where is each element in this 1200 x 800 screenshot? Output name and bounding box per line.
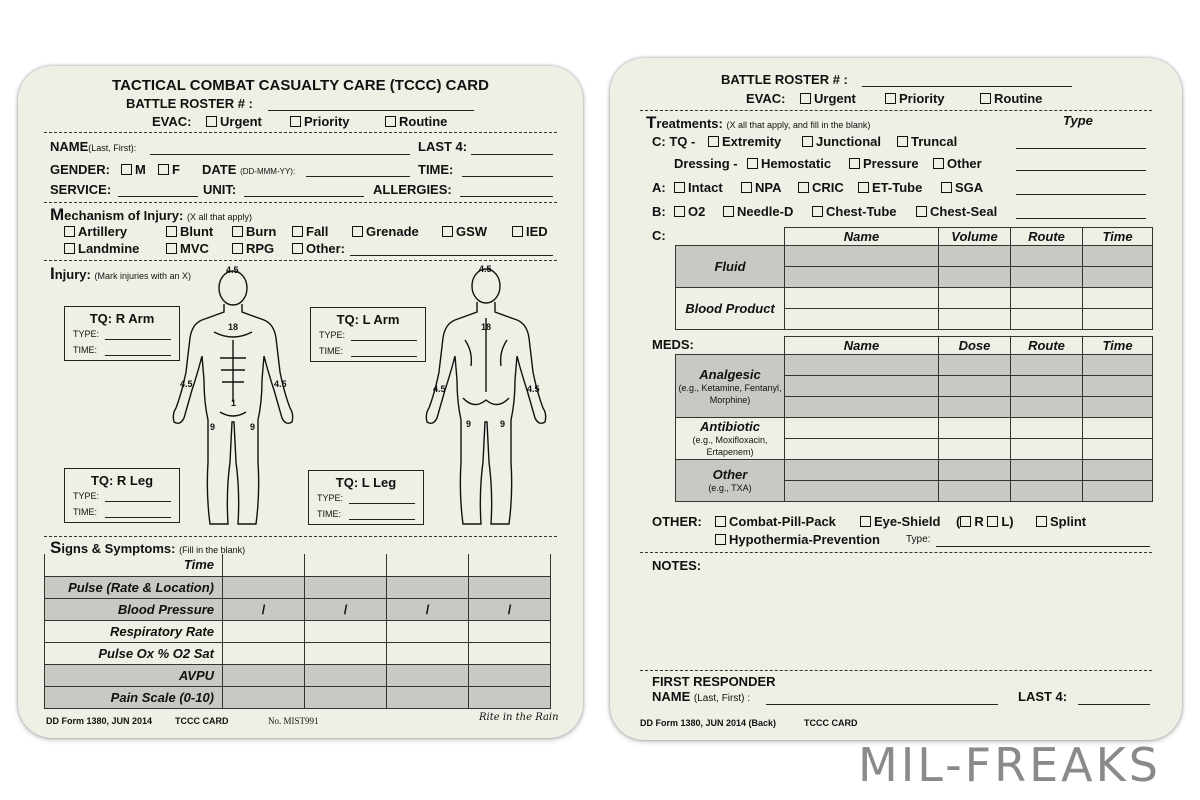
table-cell[interactable]: [1011, 288, 1083, 309]
tq-r-arm-box[interactable]: TQ: R Arm TYPE: TIME:: [64, 306, 180, 361]
signs-table: [44, 554, 551, 709]
table-cell[interactable]: [387, 620, 469, 642]
other-label: OTHER:: [652, 514, 702, 529]
column-header: Name: [785, 228, 939, 246]
a-et-tube-option[interactable]: ET-Tube: [858, 180, 922, 195]
body-front-diagram[interactable]: [158, 262, 308, 534]
table-cell[interactable]: [939, 246, 1011, 267]
antibiotic-group-label: Antibiotic (e.g., Moxifloxacin, Ertapenem): [676, 418, 785, 460]
column-header: Route: [1011, 228, 1083, 246]
table-cell[interactable]: [223, 664, 305, 686]
table-cell[interactable]: [1011, 246, 1083, 267]
table-cell[interactable]: [1011, 460, 1083, 481]
table-cell[interactable]: [939, 288, 1011, 309]
dressing-type-field[interactable]: [1016, 170, 1146, 171]
back-head-pct: 4.5: [479, 264, 492, 274]
table-cell[interactable]: [1011, 309, 1083, 330]
eye-side-options[interactable]: ( R L): [956, 514, 1014, 529]
table-cell[interactable]: [785, 418, 939, 439]
moi-artillery-option[interactable]: Artillery: [64, 224, 127, 239]
table-cell[interactable]: [1083, 439, 1153, 460]
table-cell[interactable]: [785, 376, 939, 397]
fr-name-label: NAME (Last, First) :: [652, 689, 751, 704]
table-row: [676, 418, 1153, 439]
notes-label: NOTES:: [652, 558, 702, 573]
table-cell[interactable]: [223, 686, 305, 708]
other-splint-option[interactable]: Splint: [1036, 514, 1086, 529]
fluid-table: [675, 227, 1153, 330]
date-field[interactable]: [306, 176, 410, 177]
tq-junctional-option[interactable]: Junctional: [802, 134, 881, 149]
unit-label: UNIT:: [203, 182, 237, 197]
fr-last4-field[interactable]: [1078, 704, 1150, 705]
dressing-label: Dressing -: [674, 156, 738, 171]
battle-roster-field[interactable]: [268, 110, 474, 111]
other-eye-shield-option[interactable]: Eye-Shield: [860, 514, 940, 529]
evac-label: EVAC:: [746, 91, 786, 106]
tq-l-arm-box[interactable]: TQ: L Arm TYPE: TIME:: [310, 307, 426, 362]
table-cell[interactable]: [1083, 288, 1153, 309]
evac-urgent-option[interactable]: Urgent: [800, 91, 856, 106]
tq-l-leg-box[interactable]: TQ: L Leg TYPE: TIME:: [308, 470, 424, 525]
table-row: [45, 664, 551, 686]
row-label: Pulse Ox % O2 Sat: [45, 642, 223, 664]
table-cell[interactable]: [223, 620, 305, 642]
service-field[interactable]: [118, 196, 198, 197]
table-cell[interactable]: [469, 576, 551, 598]
checkbox[interactable]: [980, 93, 991, 104]
checkbox[interactable]: [292, 243, 303, 254]
moi-mvc-option[interactable]: MVC: [166, 241, 209, 256]
table-row: [676, 460, 1153, 481]
hypothermia-prevention-option[interactable]: Hypothermia-Prevention: [715, 532, 880, 547]
front-head-pct: 4.5: [226, 265, 239, 275]
body-back-diagram[interactable]: [411, 262, 561, 534]
checkbox[interactable]: [292, 226, 303, 237]
table-cell[interactable]: [785, 267, 939, 288]
column-header: Dose: [939, 337, 1011, 355]
b-label: B:: [652, 204, 666, 219]
tq-r-leg-box[interactable]: TQ: R Leg TYPE: TIME:: [64, 468, 180, 523]
table-cell[interactable]: [469, 664, 551, 686]
table-cell[interactable]: [1083, 309, 1153, 330]
b-chest-tube-option[interactable]: Chest-Tube: [812, 204, 897, 219]
checkbox[interactable]: [897, 136, 908, 147]
front-arm-r-pct: 4.5: [180, 379, 193, 389]
notes-area[interactable]: [650, 576, 1150, 668]
type-header: Type: [1063, 113, 1093, 128]
table-row: [45, 620, 551, 642]
divider: [640, 110, 1152, 111]
time-field[interactable]: [462, 176, 553, 177]
table-cell[interactable]: [305, 554, 387, 576]
table-cell[interactable]: [1011, 397, 1083, 418]
column-header: Name: [785, 337, 939, 355]
checkbox[interactable]: [798, 182, 809, 193]
divider: [44, 260, 557, 261]
table-cell[interactable]: [469, 686, 551, 708]
b-needle-d-option[interactable]: Needle-D: [723, 204, 793, 219]
checkbox[interactable]: [741, 182, 752, 193]
table-cell[interactable]: [1083, 397, 1153, 418]
checkbox[interactable]: [858, 182, 869, 193]
dressing-hemostatic-option[interactable]: Hemostatic: [747, 156, 831, 171]
table-cell[interactable]: [785, 355, 939, 376]
front-arm-l-pct: 4.5: [274, 379, 287, 389]
table-cell[interactable]: [785, 309, 939, 330]
checkbox[interactable]: [232, 226, 243, 237]
table-cell[interactable]: [785, 246, 939, 267]
row-label: AVPU: [45, 664, 223, 686]
table-cell[interactable]: [1083, 460, 1153, 481]
fr-name-field[interactable]: [766, 704, 998, 705]
allergies-label: ALLERGIES:: [373, 182, 452, 197]
checkbox[interactable]: [166, 226, 177, 237]
checkbox[interactable]: [64, 226, 75, 237]
battle-roster-field[interactable]: [862, 86, 1072, 87]
date-label: DATE (DD-MMM-YY):: [202, 162, 296, 177]
allergies-field[interactable]: [460, 196, 553, 197]
front-torso-pct: 18: [228, 322, 239, 332]
meds-table: [675, 336, 1153, 502]
footer-number: No. MIST991: [268, 716, 319, 726]
checkbox[interactable]: [708, 136, 719, 147]
gender-label: GENDER:: [50, 162, 110, 177]
table-cell[interactable]: [305, 664, 387, 686]
row-label: Blood Pressure: [45, 598, 223, 620]
checkbox[interactable]: [800, 93, 811, 104]
tq-extremity-option[interactable]: Extremity: [708, 134, 781, 149]
checkbox[interactable]: [802, 136, 813, 147]
b-o2-option[interactable]: O2: [674, 204, 705, 219]
table-cell[interactable]: [387, 664, 469, 686]
last4-label: LAST 4:: [418, 139, 468, 154]
divider: [44, 536, 557, 537]
table-cell[interactable]: [223, 576, 305, 598]
table-row: [676, 228, 1153, 246]
bp-cell[interactable]: /: [305, 598, 387, 620]
column-header: Time: [1083, 228, 1153, 246]
front-groin-pct: 1: [231, 398, 237, 408]
front-leg-l-pct: 9: [250, 422, 256, 432]
table-cell[interactable]: [387, 642, 469, 664]
a-intact-option[interactable]: Intact: [674, 180, 723, 195]
battle-roster-label: BATTLE ROSTER # :: [126, 96, 253, 111]
checkbox[interactable]: [849, 158, 860, 169]
footer-card: TCCC CARD: [175, 716, 229, 726]
blood-product-group-label: Blood Product: [676, 288, 785, 330]
checkbox[interactable]: [723, 206, 734, 217]
table-cell[interactable]: [939, 267, 1011, 288]
checkbox[interactable]: [385, 116, 396, 127]
checkbox[interactable]: [715, 516, 726, 527]
a-cric-option[interactable]: CRIC: [798, 180, 844, 195]
table-cell[interactable]: [939, 439, 1011, 460]
moi-blunt-option[interactable]: Blunt: [166, 224, 213, 239]
checkbox[interactable]: [987, 516, 998, 527]
evac-priority-option[interactable]: Priority: [290, 114, 350, 129]
table-cell[interactable]: [1011, 481, 1083, 502]
fluid-group-label: Fluid: [676, 246, 785, 288]
checkbox[interactable]: [158, 164, 169, 175]
c-label: C:: [652, 228, 666, 243]
last4-field[interactable]: [471, 154, 553, 155]
row-label: Respiratory Rate: [45, 620, 223, 642]
dressing-other-option[interactable]: Other: [933, 156, 982, 171]
checkbox[interactable]: [933, 158, 944, 169]
table-row: [676, 246, 1153, 267]
table-row: [45, 642, 551, 664]
gender-m-option[interactable]: M: [121, 162, 146, 177]
divider: [44, 132, 557, 133]
bp-cell[interactable]: /: [387, 598, 469, 620]
hypothermia-type-field[interactable]: [936, 546, 1150, 547]
divider: [44, 202, 557, 203]
checkbox[interactable]: [232, 243, 243, 254]
table-cell[interactable]: [939, 309, 1011, 330]
checkbox[interactable]: [64, 243, 75, 254]
table-cell[interactable]: [939, 355, 1011, 376]
table-cell[interactable]: [387, 554, 469, 576]
a-label: A:: [652, 180, 666, 195]
checkbox[interactable]: [1036, 516, 1047, 527]
table-cell[interactable]: [305, 576, 387, 598]
other-med-group-label: Other (e.g., TXA): [676, 460, 785, 502]
a-npa-option[interactable]: NPA: [741, 180, 781, 195]
checkbox[interactable]: [121, 164, 132, 175]
back-arm-r-pct: 4.5: [433, 384, 446, 394]
moi-burn-option[interactable]: Burn: [232, 224, 276, 239]
table-cell[interactable]: [305, 686, 387, 708]
other-combat-pill-pack-option[interactable]: Combat-Pill-Pack: [715, 514, 836, 529]
table-cell[interactable]: [305, 620, 387, 642]
moi-other-option[interactable]: Other:: [292, 241, 345, 256]
evac-urgent-option[interactable]: Urgent: [206, 114, 262, 129]
brand-logo: Rite in the Rain: [479, 712, 559, 723]
table-cell[interactable]: [1083, 355, 1153, 376]
name-field[interactable]: [150, 154, 410, 155]
table-cell[interactable]: [1083, 246, 1153, 267]
evac-priority-option[interactable]: Priority: [885, 91, 945, 106]
table-row: [676, 288, 1153, 309]
table-cell[interactable]: [785, 288, 939, 309]
bp-cell[interactable]: /: [223, 598, 305, 620]
moi-gsw-option[interactable]: GSW: [442, 224, 487, 239]
battle-roster-label: BATTLE ROSTER # :: [721, 72, 848, 87]
divider: [640, 670, 1152, 671]
unit-field[interactable]: [244, 196, 364, 197]
analgesic-group-label: Analgesic (e.g., Ketamine, Fentanyl, Morphine): [676, 355, 785, 418]
footer-form: DD Form 1380, JUN 2014: [46, 716, 153, 726]
moi-landmine-option[interactable]: Landmine: [64, 241, 139, 256]
checkbox[interactable]: [715, 534, 726, 545]
table-row: [676, 337, 1153, 355]
name-label: NAME(Last, First):: [50, 139, 137, 154]
evac-routine-option[interactable]: Routine: [385, 114, 447, 129]
checkbox[interactable]: [166, 243, 177, 254]
checkbox[interactable]: [206, 116, 217, 127]
checkbox[interactable]: [290, 116, 301, 127]
table-cell[interactable]: [785, 439, 939, 460]
table-cell[interactable]: [1011, 355, 1083, 376]
table-cell[interactable]: [939, 376, 1011, 397]
moi-rpg-option[interactable]: RPG: [232, 241, 274, 256]
table-cell[interactable]: [387, 576, 469, 598]
moi-ied-option[interactable]: IED: [512, 224, 548, 239]
table-row: [45, 576, 551, 598]
table-cell[interactable]: [1011, 418, 1083, 439]
table-cell[interactable]: [305, 642, 387, 664]
front-leg-r-pct: 9: [210, 422, 216, 432]
table-cell[interactable]: [785, 460, 939, 481]
a-type-field[interactable]: [1016, 194, 1146, 195]
table-cell[interactable]: [1083, 481, 1153, 502]
column-header: Route: [1011, 337, 1083, 355]
b-chest-seal-option[interactable]: Chest-Seal: [916, 204, 997, 219]
service-label: SERVICE:: [50, 182, 112, 197]
moi-other-field[interactable]: [350, 255, 553, 256]
tccc-card-back: [610, 58, 1182, 740]
table-cell[interactable]: [939, 397, 1011, 418]
injury-heading: Injury: (Mark injuries with an X): [50, 264, 192, 283]
checkbox[interactable]: [860, 516, 871, 527]
a-sga-option[interactable]: SGA: [941, 180, 983, 195]
checkbox[interactable]: [812, 206, 823, 217]
back-leg-l-pct: 9: [500, 419, 506, 429]
card-title: TACTICAL COMBAT CASUALTY CARE (TCCC) CARD: [112, 77, 489, 94]
time-label: TIME:: [418, 162, 454, 177]
signs-heading: Signs & Symptoms: (Fill in the blank): [50, 538, 246, 557]
back-torso-pct: 18: [481, 322, 492, 332]
tq-type-field[interactable]: [1016, 148, 1146, 149]
checkbox[interactable]: [442, 226, 453, 237]
table-cell[interactable]: [469, 620, 551, 642]
table-cell[interactable]: [223, 642, 305, 664]
moi-grenade-option[interactable]: Grenade: [352, 224, 419, 239]
back-leg-r-pct: 9: [466, 419, 472, 429]
meds-label: MEDS:: [652, 337, 694, 352]
table-cell[interactable]: [1083, 267, 1153, 288]
fr-last4-label: LAST 4:: [1018, 689, 1068, 704]
table-row: [676, 355, 1153, 376]
treatments-heading: Treatments: (X all that apply, and fill in the blank): [646, 113, 871, 132]
evac-label: EVAC:: [152, 114, 192, 129]
row-label: Pulse (Rate & Location): [45, 576, 223, 598]
evac-routine-option[interactable]: Routine: [980, 91, 1042, 106]
checkbox[interactable]: [512, 226, 523, 237]
table-cell[interactable]: [785, 397, 939, 418]
checkbox[interactable]: [674, 182, 685, 193]
table-cell[interactable]: [469, 642, 551, 664]
checkbox[interactable]: [960, 516, 971, 527]
divider: [640, 552, 1152, 553]
moi-fall-option[interactable]: Fall: [292, 224, 328, 239]
table-cell[interactable]: [939, 481, 1011, 502]
footer-form: DD Form 1380, JUN 2014 (Back): [640, 718, 777, 728]
first-responder-label: FIRST RESPONDER: [652, 674, 776, 689]
c-tq-label: C: TQ -: [652, 134, 696, 149]
bp-cell[interactable]: /: [469, 598, 551, 620]
table-cell[interactable]: [387, 686, 469, 708]
mechanism-heading: Mechanism of Injury: (X all that apply): [50, 205, 253, 224]
table-row: [45, 686, 551, 708]
table-row: [45, 554, 551, 576]
checkbox[interactable]: [916, 206, 927, 217]
table-cell[interactable]: [1083, 376, 1153, 397]
dressing-pressure-option[interactable]: Pressure: [849, 156, 919, 171]
table-cell[interactable]: [1011, 439, 1083, 460]
back-arm-l-pct: 4.5: [527, 384, 540, 394]
column-header: Volume: [939, 228, 1011, 246]
checkbox[interactable]: [674, 206, 685, 217]
row-label: Pain Scale (0-10): [45, 686, 223, 708]
table-cell[interactable]: [1011, 376, 1083, 397]
checkbox[interactable]: [747, 158, 758, 169]
tccc-card-front: [18, 66, 583, 738]
watermark: MIL-FREAKS: [858, 738, 1161, 792]
table-cell[interactable]: [939, 460, 1011, 481]
table-cell[interactable]: [469, 554, 551, 576]
table-row: [45, 598, 551, 620]
checkbox[interactable]: [352, 226, 363, 237]
tq-truncal-option[interactable]: Truncal: [897, 134, 957, 149]
checkbox[interactable]: [885, 93, 896, 104]
footer-card: TCCC CARD: [804, 718, 858, 728]
table-cell[interactable]: [785, 481, 939, 502]
table-cell[interactable]: [1011, 267, 1083, 288]
b-type-field[interactable]: [1016, 218, 1146, 219]
table-cell[interactable]: [939, 418, 1011, 439]
hypothermia-type-label: Type:: [906, 534, 931, 545]
column-header: Time: [1083, 337, 1153, 355]
row-label: Time: [45, 554, 223, 576]
table-cell[interactable]: [1083, 418, 1153, 439]
gender-f-option[interactable]: F: [158, 162, 180, 177]
checkbox[interactable]: [941, 182, 952, 193]
table-cell[interactable]: [223, 554, 305, 576]
